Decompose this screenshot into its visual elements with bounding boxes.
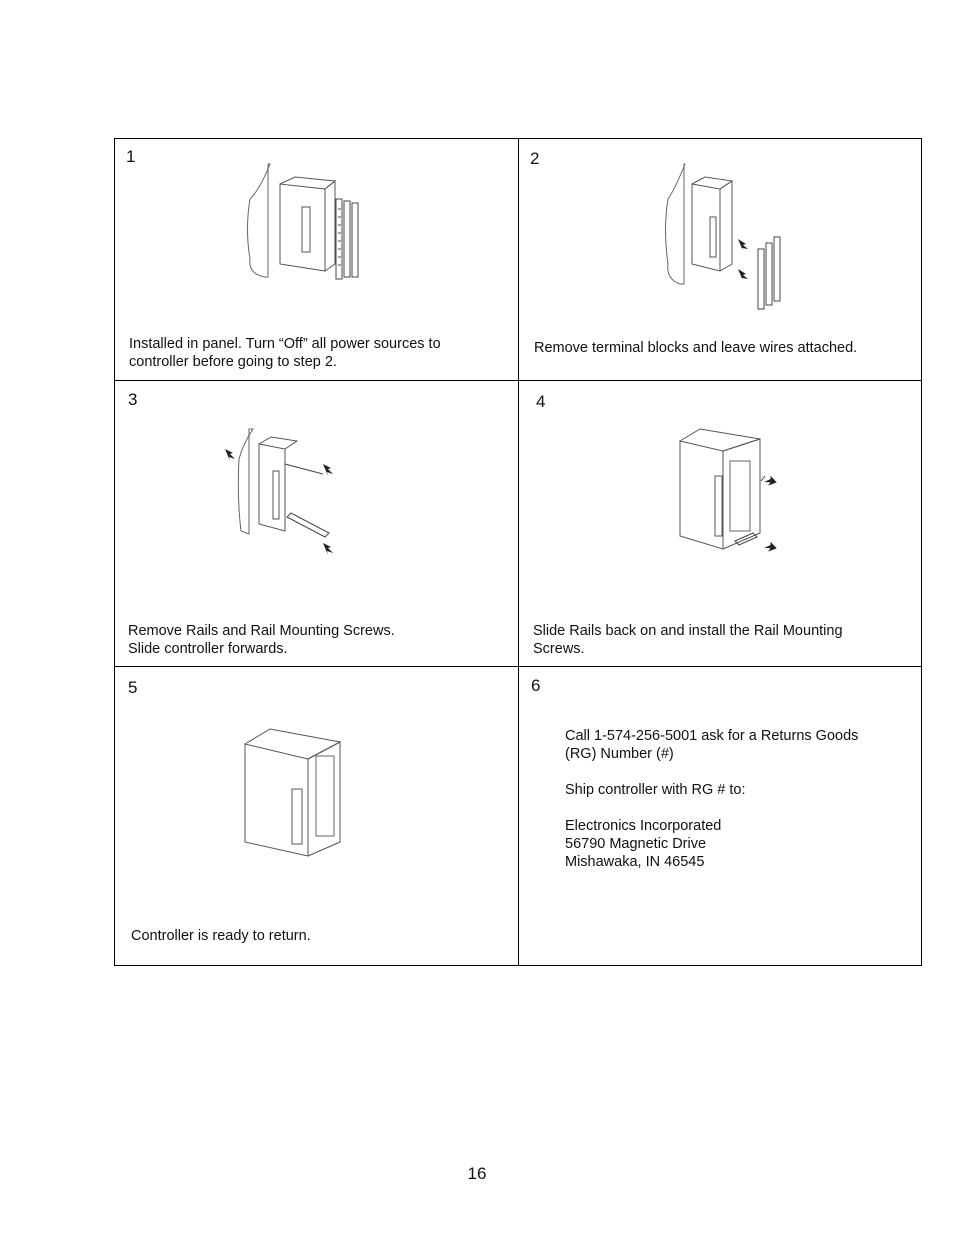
step-1-number: 1: [126, 147, 136, 166]
address-company: Electronics Incorporated: [565, 818, 722, 834]
step-6-number: 6: [531, 676, 541, 695]
page-number: 16: [467, 1164, 487, 1183]
step-1-caption: Installed in panel. Turn “Off” all power sources to controller before going to step 2.: [129, 336, 441, 370]
step-4-number: 4: [536, 392, 546, 411]
step-3-caption: Remove Rails and Rail Mounting Screws. Slide controller forwards.: [128, 623, 395, 657]
remove-rails-illustration: [215, 419, 345, 569]
step-5-number: 5: [128, 678, 138, 697]
return-instructions: [565, 727, 858, 871]
install-rails-illustration: [675, 421, 795, 566]
controller-in-panel-illustration: [240, 159, 370, 289]
address-city: Mishawaka, IN 46545: [565, 854, 705, 870]
remove-terminal-blocks-illustration: [660, 159, 800, 319]
step-3-number: 3: [128, 390, 138, 409]
step-2-number: 2: [530, 149, 540, 168]
column-divider: [518, 139, 519, 965]
address-street: 56790 Magnetic Drive: [565, 836, 707, 852]
call-line-1: Call 1-574-256-5001 ask for a Returns Goods: [565, 728, 859, 744]
row-divider-1: [115, 380, 921, 381]
step-2-caption: Remove terminal blocks and leave wires attached.: [534, 340, 858, 356]
controller-ready-illustration: [240, 724, 360, 869]
call-line-2: (RG) Number (#): [565, 746, 674, 762]
step-4-caption: Slide Rails back on and install the Rail Mounting Screws.: [533, 623, 843, 657]
step-5-caption: Controller is ready to return.: [131, 928, 311, 944]
row-divider-2: [115, 666, 921, 667]
instruction-grid: [114, 138, 922, 966]
ship-line: Ship controller with RG # to:: [565, 782, 746, 798]
